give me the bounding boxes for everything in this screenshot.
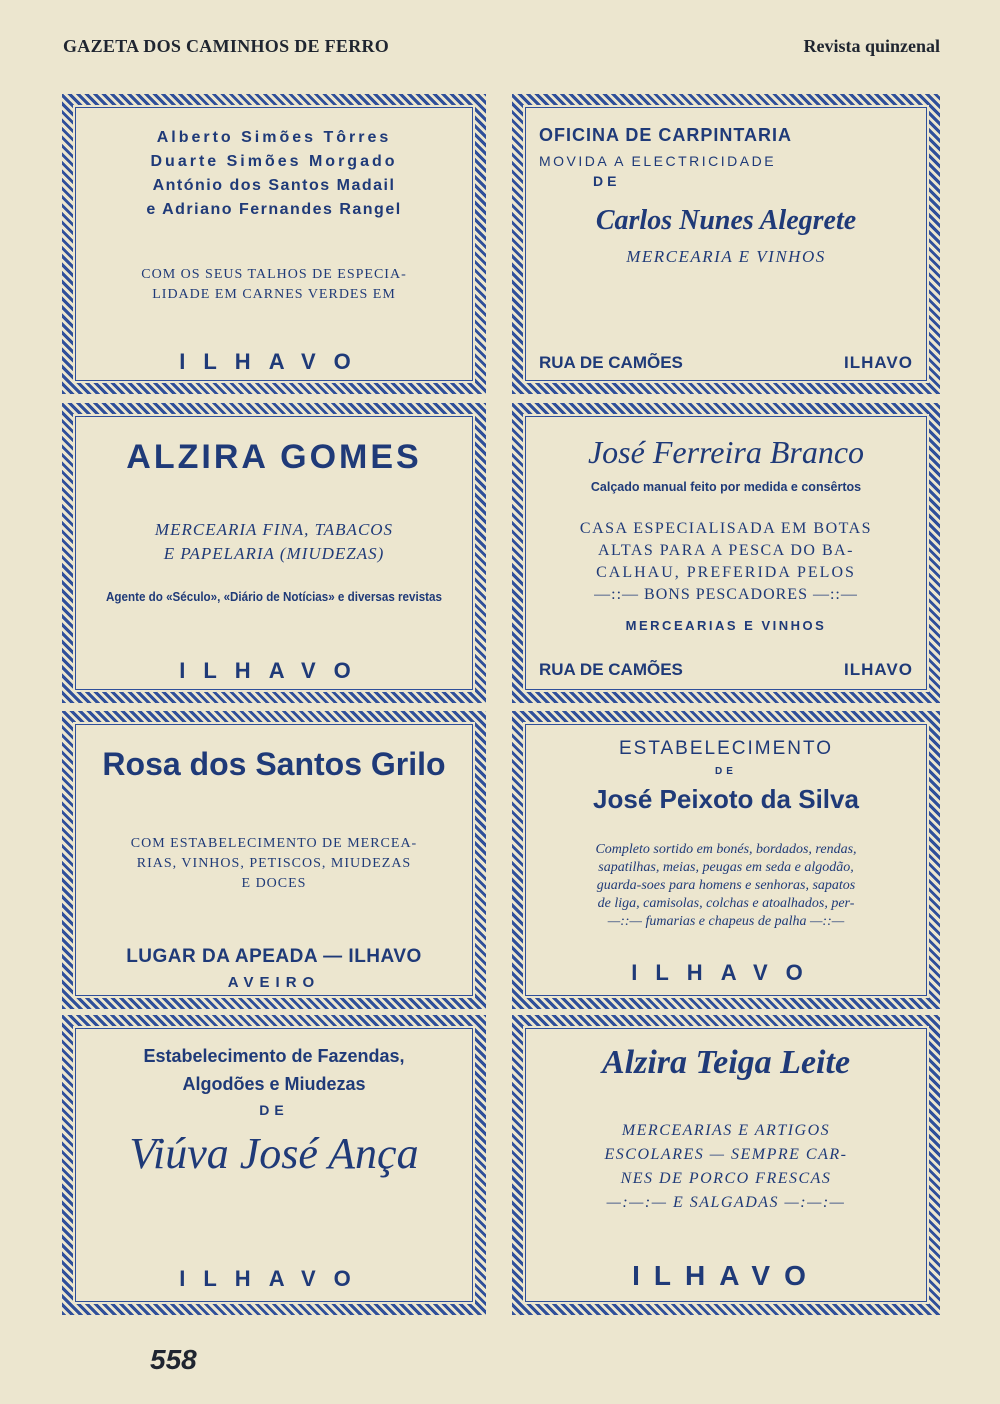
ad-torres-name-1: Alberto Simões Tôrres	[156, 129, 392, 146]
ad-gomes-trade-2: E PAPELARIA (MIUDEZAS)	[163, 544, 385, 563]
ad-gomes-name: ALZIRA GOMES	[126, 438, 422, 476]
ad-silva-desc-2: sapatilhas, meias, peugas em seda e algodão,	[598, 860, 854, 875]
ad-alegrete-place: ILHAVO	[844, 353, 913, 372]
ad-leite-desc-3: NES DE PORCO FRESCAS	[620, 1170, 832, 1187]
ad-branco-trade: MERCEARIAS E VINHOS	[625, 618, 827, 633]
ad-jose-ferreira-branco	[512, 403, 940, 703]
ad-grilo-desc-3: E DOCES	[241, 876, 307, 891]
ad-grilo-desc-2: RIAS, VINHOS, PETISCOS, MIUDEZAS	[136, 856, 412, 871]
ad-torres-name-4: e Adriano Fernandes Rangel	[146, 201, 402, 218]
ad-torres-desc-1: COM OS SEUS TALHOS DE ESPECIA-	[141, 267, 407, 282]
ad-alzira-gomes	[62, 403, 486, 703]
ad-branco-address	[539, 660, 913, 680]
ad-alegrete-street: RUA DE CAMÕES	[539, 353, 683, 372]
ad-branco-desc-4: —::— BONS PESCADORES —::—	[594, 586, 858, 603]
publication-subtitle: Revista quinzenal	[803, 36, 940, 56]
ad-gomes-trade-1: MERCEARIA FINA, TABACOS	[154, 520, 394, 539]
ad-alegrete-address	[539, 353, 913, 373]
ad-leite-desc-4: —:—:— E SALGADAS —:—:—	[606, 1194, 846, 1211]
ad-alegrete	[512, 94, 940, 394]
ad-leite-place: ILHAVO	[632, 1260, 820, 1291]
page-header	[63, 36, 940, 62]
ad-silva-desc-3: guarda-soes para homens e senhoras, sapatos	[596, 878, 856, 893]
ad-torres-place: ILHAVO	[179, 349, 369, 374]
ad-silva-desc-1: Completo sortido em bonés, bordados, rendas,	[595, 842, 857, 857]
ad-silva-desc-5: —::— fumarias e chapeus de palha —::—	[607, 914, 845, 929]
ad-silva-place: ILHAVO	[631, 960, 821, 985]
ad-torres-name-3: António dos Santos Madail	[152, 177, 396, 194]
ad-grilo-address: LUGAR DA APEADA — ILHAVO	[126, 946, 422, 967]
ad-leite-desc-2: ESCOLARES — SEMPRE CAR-	[604, 1146, 848, 1163]
ad-alegrete-subtitle: MOVIDA A ELECTRICIDADE	[539, 153, 777, 169]
ad-branco-street: RUA DE CAMÕES	[539, 660, 683, 679]
ad-branco-desc-2: ALTAS PARA A PESCA DO BA-	[598, 542, 854, 559]
ad-branco-name: José Ferreira Branco	[587, 434, 865, 470]
ad-branco-desc-3: CALHAU, PREFERIDA PELOS	[596, 564, 856, 581]
ad-anca-de: DE	[259, 1102, 289, 1118]
publication-title: GAZETA DOS CAMINHOS DE FERRO	[63, 36, 390, 56]
ad-jose-peixoto-da-silva	[512, 711, 940, 1009]
ad-grilo-desc-1: COM ESTABELECIMENTO DE MERCEA-	[130, 836, 418, 851]
ad-gomes-agent: Agente do «Século», «Diário de Notícias» e diversas revistas	[106, 590, 442, 604]
ad-silva-desc-4: de liga, camisolas, colchas e atoalhados, per-	[597, 896, 855, 911]
ad-grilo-name: Rosa dos Santos Grilo	[102, 746, 446, 782]
ad-grilo-city: AVEIRO	[227, 974, 321, 991]
ad-gomes-place: ILHAVO	[179, 658, 369, 683]
ad-anca-place: ILHAVO	[179, 1266, 369, 1291]
ad-alegrete-title: OFICINA DE CARPINTARIA	[539, 125, 792, 145]
ad-anca-name: Viúva José Ança	[129, 1129, 419, 1178]
page-number: 558	[150, 1344, 197, 1375]
ad-torres	[62, 94, 486, 394]
ad-alegrete-de: DE	[593, 173, 621, 189]
ad-silva-de: DE	[715, 766, 737, 777]
ad-torres-name-2: Duarte Simões Morgado	[150, 153, 398, 170]
ad-torres-desc-2: LIDADE EM CARNES VERDES EM	[152, 287, 396, 302]
ad-alegrete-trade: MERCEARIA E VINHOS	[626, 247, 826, 266]
ad-anca-subtitle: Algodões e Miudezas	[182, 1074, 366, 1094]
ad-branco-place: ILHAVO	[844, 660, 913, 679]
ad-rosa-dos-santos-grilo	[62, 711, 486, 1009]
ad-branco-desc-1: CASA ESPECIALISADA EM BOTAS	[579, 520, 873, 537]
ad-silva-title: ESTABELECIMENTO	[618, 738, 834, 759]
ad-anca-title: Estabelecimento de Fazendas,	[143, 1046, 405, 1066]
ad-alegrete-name: Carlos Nunes Alegrete	[595, 205, 857, 236]
ad-viuva-jose-anca	[62, 1015, 486, 1315]
ad-leite-name: Alzira Teiga Leite	[601, 1044, 851, 1081]
ad-alzira-teiga-leite	[512, 1015, 940, 1315]
ad-branco-tagline: Calçado manual feito por medida e consêrtos	[590, 480, 862, 494]
ad-leite-desc-1: MERCEARIAS E ARTIGOS	[621, 1122, 831, 1139]
ad-silva-name: José Peixoto da Silva	[593, 784, 859, 814]
